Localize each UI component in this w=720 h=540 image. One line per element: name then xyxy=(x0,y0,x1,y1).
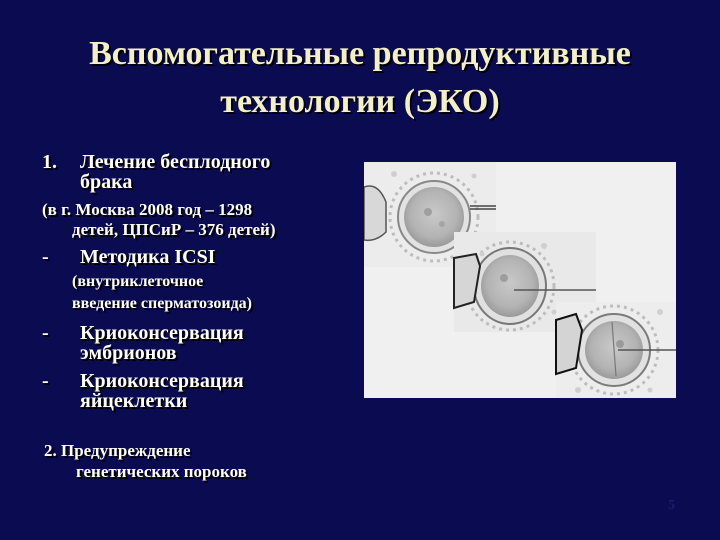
dash-1: - xyxy=(42,246,49,268)
title-line-2: технологии (ЭКО) xyxy=(220,83,500,120)
icsi-micrograph xyxy=(364,162,676,398)
item-1-line-2: брака xyxy=(80,171,133,193)
slide-title xyxy=(0,30,720,126)
item-1-line-1: Лечение бесплодного xyxy=(80,151,271,173)
icsi-desc-line-1: (внутриклеточное xyxy=(72,273,204,290)
item-2-line-2: генетических пороков xyxy=(76,462,247,481)
cryo-oocyte-line-2: яйцеклетки xyxy=(80,390,188,412)
stats-line-1: (в г. Москва 2008 год – 1298 xyxy=(42,200,253,219)
icsi-label: Методика ICSI xyxy=(80,246,216,268)
cryo-embryo-line-2: эмбрионов xyxy=(80,342,177,364)
page-number: 5 xyxy=(668,498,675,513)
item-1-number: 1. xyxy=(42,151,57,173)
dash-3: - xyxy=(42,370,49,392)
item-2-line-1: 2. Предупреждение xyxy=(44,441,191,460)
cryo-embryo-line-1: Криоконсервация xyxy=(80,322,244,344)
cryo-oocyte-line-1: Криоконсервация xyxy=(80,370,244,392)
dash-2: - xyxy=(42,322,49,344)
icsi-desc-line-2: введение сперматозоида) xyxy=(72,295,252,312)
oocyte-panel-3 xyxy=(556,302,676,398)
stats-line-2: детей, ЦПСиР – 376 детей) xyxy=(72,220,276,239)
title-line-1: Вспомогательные репродуктивные xyxy=(89,35,631,72)
